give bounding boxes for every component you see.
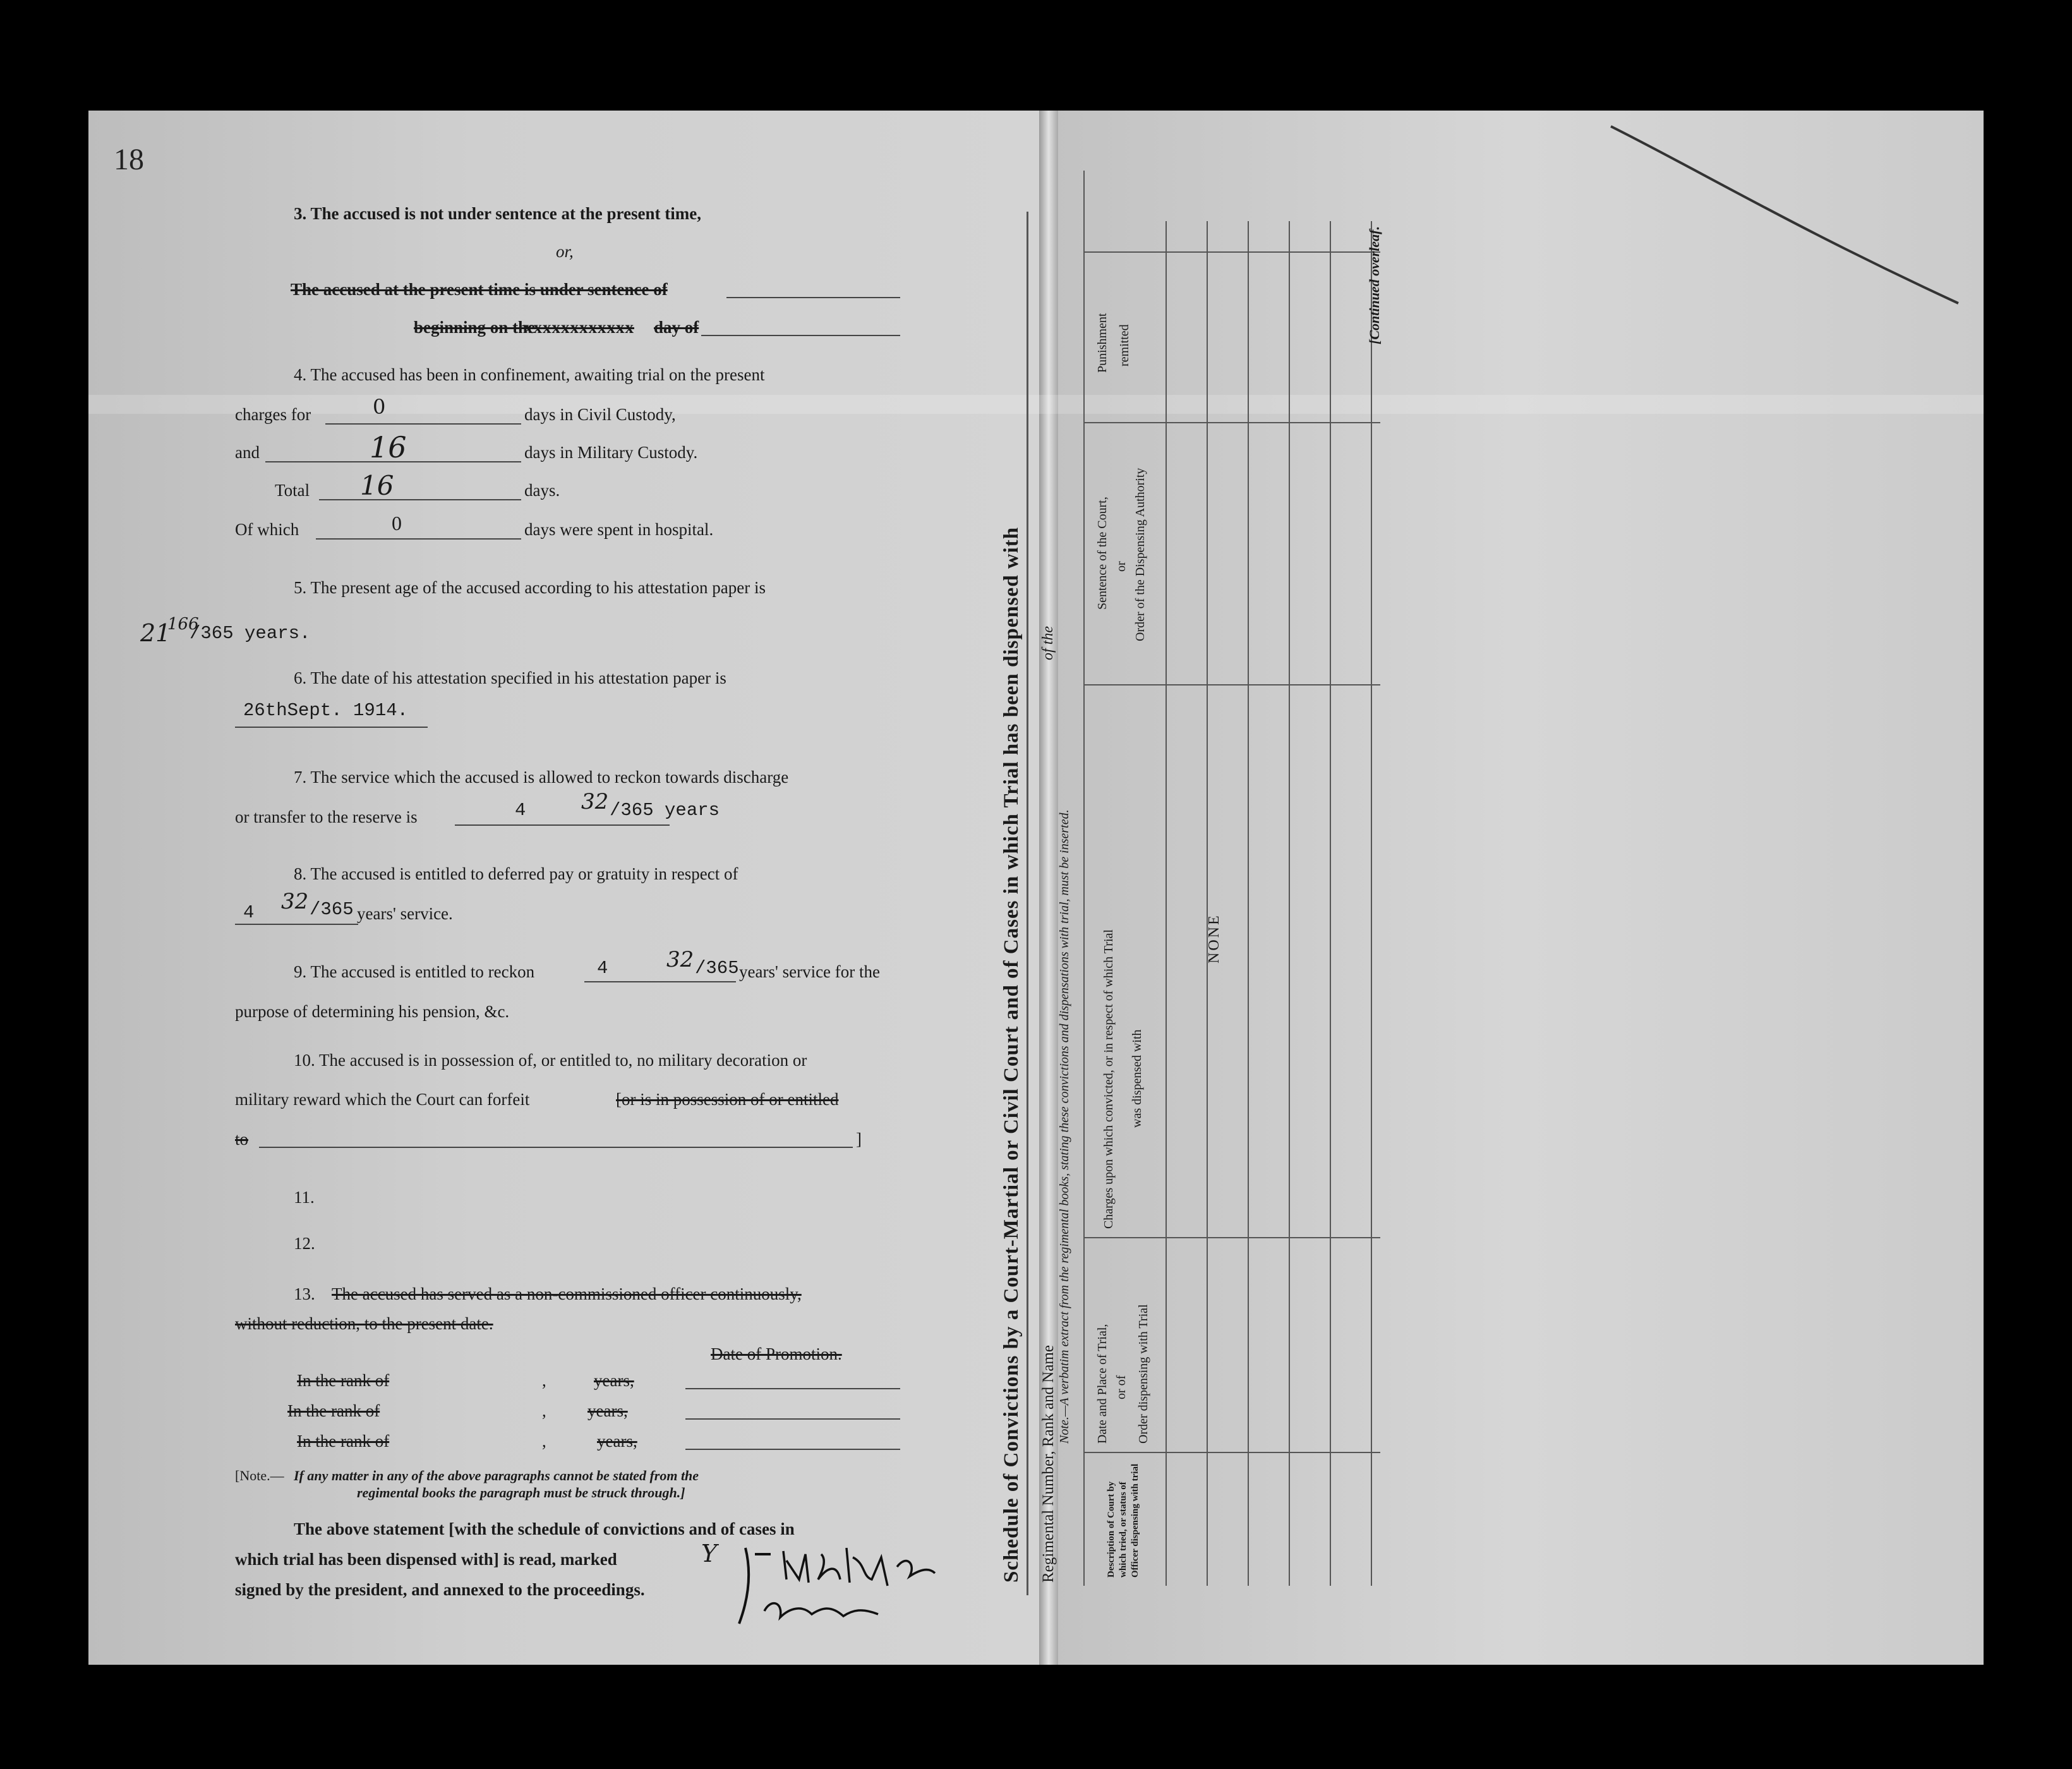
final-line1: The above statement [with the schedule of convictions and of cases in <box>294 1519 795 1538</box>
marked-letter: Y <box>701 1540 718 1567</box>
row-rule <box>1371 221 1372 1586</box>
para10-struck: [or is in possession of or entitled <box>616 1090 839 1109</box>
para10-rule <box>259 1147 853 1148</box>
para6-line1: 6. The date of his attestation specified in his attestation paper is <box>294 668 726 687</box>
hospital-days-label: days were spent in hospital. <box>524 520 714 539</box>
para8-typed: /365 <box>310 899 354 920</box>
col-charges-b: was dispensed with <box>1130 1029 1144 1128</box>
civil-days-label: days in Civil Custody, <box>524 405 676 424</box>
age-handwritten: 21 <box>140 619 171 647</box>
rank-comma: , <box>542 1401 546 1420</box>
para3-struck-dayof: day of <box>654 318 699 337</box>
col-description: Description of Court by which tried, or status of Officer dispensing with trial <box>1106 1463 1140 1578</box>
rank-comma: , <box>542 1371 546 1390</box>
continued-overleaf: [Continued overleaf. <box>1366 226 1382 344</box>
para7-line1: 7. The service which the accused is allowed to reckon towards discharge <box>294 768 789 787</box>
para7-years: 4 <box>515 800 526 821</box>
age-fraction: 166 <box>167 615 199 634</box>
date-of-promotion: Date of Promotion. <box>711 1344 842 1363</box>
para13-struck2: without reduction, to the present date. <box>235 1314 493 1333</box>
para10-line2: military reward which the Court can forfeit <box>235 1090 530 1109</box>
para13-num: 13. <box>294 1284 315 1303</box>
rank-rule <box>685 1449 900 1450</box>
para9-years: 4 <box>597 958 608 979</box>
col-sentence-b: or <box>1114 561 1128 572</box>
regimental-line: Regimental Number, Rank and Name <box>1040 1345 1057 1583</box>
col-sep-4 <box>1083 422 1380 423</box>
para5-line1: 5. The present age of the accused according to his attestation paper is <box>294 578 766 597</box>
total-rule <box>319 499 521 500</box>
para9-rule <box>584 981 736 982</box>
header-bottom-rule <box>1166 221 1167 1586</box>
attestation-date: 26thSept. 1914. <box>243 700 409 721</box>
para3-struck-line1: The accused at the present time is under sentence of <box>291 280 668 299</box>
row-rule <box>1207 221 1208 1586</box>
hospital-rule <box>316 538 521 540</box>
rank-label: In the rank of <box>287 1401 380 1420</box>
para8-line1: 8. The accused is entitled to deferred pay or gratuity in respect of <box>294 864 738 883</box>
para7-rule <box>455 824 670 826</box>
attestation-rule <box>235 727 428 728</box>
final-line3: signed by the president, and annexed to the proceedings. <box>235 1580 645 1599</box>
note-head: [Note.— <box>235 1468 284 1483</box>
para3-rule1 <box>726 297 900 298</box>
col-date-a: Date and Place of Trial, <box>1095 1324 1109 1444</box>
corner-crease <box>1605 114 1971 329</box>
para9-line2: purpose of determining his pension, &c. <box>235 1002 510 1021</box>
age-typed: /365 years. <box>190 623 311 644</box>
para3-struck-xs: xxxxxxxxxxxx <box>524 318 634 337</box>
para9-end: years' service for the <box>739 962 881 981</box>
col-date-b: or of <box>1114 1375 1128 1399</box>
civil-days-value: 0 <box>373 395 386 419</box>
para8-years: 4 <box>243 902 255 923</box>
corner-mark: 18 <box>114 143 144 176</box>
col-sentence-c: Order of the Dispensing Authority <box>1133 468 1147 641</box>
para11: 11. <box>294 1188 315 1207</box>
rank-years: years, <box>587 1401 628 1420</box>
military-days-value: 16 <box>370 430 407 464</box>
para10-bracket: ] <box>856 1130 862 1149</box>
total-days-label: days. <box>524 481 560 500</box>
col-charges-a: Charges upon which convicted, or in respect of which Trial <box>1102 929 1116 1229</box>
para3-rule2 <box>701 335 900 336</box>
para9-typed: /365 <box>695 958 739 979</box>
left-page <box>88 111 1049 1665</box>
schedule-note: Note.—A verbatim extract from the regimental books, stating these convictions and dispensations with trial, must be inserted. <box>1057 809 1071 1444</box>
para3-line1: 3. The accused is not under sentence at the present time, <box>294 204 701 223</box>
para8-fraction: 32 <box>281 889 309 914</box>
rank-rule <box>685 1418 900 1420</box>
note-text2: regimental books the paragraph must be struck through.] <box>357 1485 685 1500</box>
col-sep-2 <box>1083 1237 1380 1238</box>
hospital-days-value: 0 <box>392 512 402 534</box>
rank-years: years, <box>594 1371 634 1390</box>
para10-line1: 10. The accused is in possession of, or entitled to, no military decoration or <box>294 1051 807 1070</box>
col-punishment-a: Punishment <box>1095 313 1109 373</box>
title-rule <box>1027 212 1028 1595</box>
para12: 12. <box>294 1234 315 1253</box>
col-sep-5 <box>1083 251 1380 253</box>
para9-fraction: 32 <box>666 947 694 972</box>
para4-of-which: Of which <box>235 520 299 539</box>
rank-rule <box>685 1388 900 1389</box>
para3-struck-line2: beginning on the <box>414 318 536 337</box>
rank-comma: , <box>542 1432 546 1451</box>
none-stamp: NONE <box>1206 914 1222 963</box>
schedule-rotated <box>995 205 1387 1595</box>
rank-label: In the rank of <box>297 1371 390 1390</box>
president-signature-drawing <box>726 1529 992 1643</box>
rank-years: years, <box>597 1432 637 1451</box>
para8-rule <box>235 924 358 925</box>
table-top-rule <box>1083 171 1085 1586</box>
military-days-label: days in Military Custody. <box>524 443 698 462</box>
para7-line2: or transfer to the reserve is <box>235 807 418 826</box>
row-rule <box>1330 221 1331 1586</box>
note-text1: If any matter in any of the above paragraphs cannot be stated from the <box>294 1468 699 1483</box>
col-sep-1 <box>1083 1452 1380 1453</box>
para10-to: to <box>235 1130 249 1149</box>
schedule-title: Schedule of Convictions by a Court-Martial or Civil Court and of Cases in which Trial has been dispensed with <box>1000 526 1023 1583</box>
para9-line1: 9. The accused is entitled to reckon <box>294 962 535 981</box>
rank-label: In the rank of <box>297 1432 390 1451</box>
row-rule <box>1248 221 1249 1586</box>
para4-charges-for: charges for <box>235 405 311 424</box>
para4-total: Total <box>275 481 310 500</box>
para3-or: or, <box>556 242 574 261</box>
col-date-c: Order dispensing with Trial <box>1136 1304 1150 1444</box>
para13-struck1: The accused has served as a non-commissioned officer continuously, <box>332 1284 802 1303</box>
total-days-value: 16 <box>360 470 394 501</box>
of-the: of the <box>1040 626 1056 660</box>
col-sep-3 <box>1083 684 1380 685</box>
para4-line1: 4. The accused has been in confinement, awaiting trial on the present <box>294 365 765 384</box>
para8-end: years' service. <box>357 904 453 923</box>
para4-and: and <box>235 443 260 462</box>
civil-rule <box>325 423 521 425</box>
final-line2: which trial has been dispensed with] is read, marked <box>235 1550 617 1569</box>
row-rule <box>1289 221 1290 1586</box>
para7-fraction: 32 <box>581 789 609 814</box>
para7-typed: /365 years <box>610 800 720 821</box>
col-punishment-b: remitted <box>1117 324 1131 366</box>
col-sentence-a: Sentence of the Court, <box>1095 497 1109 610</box>
